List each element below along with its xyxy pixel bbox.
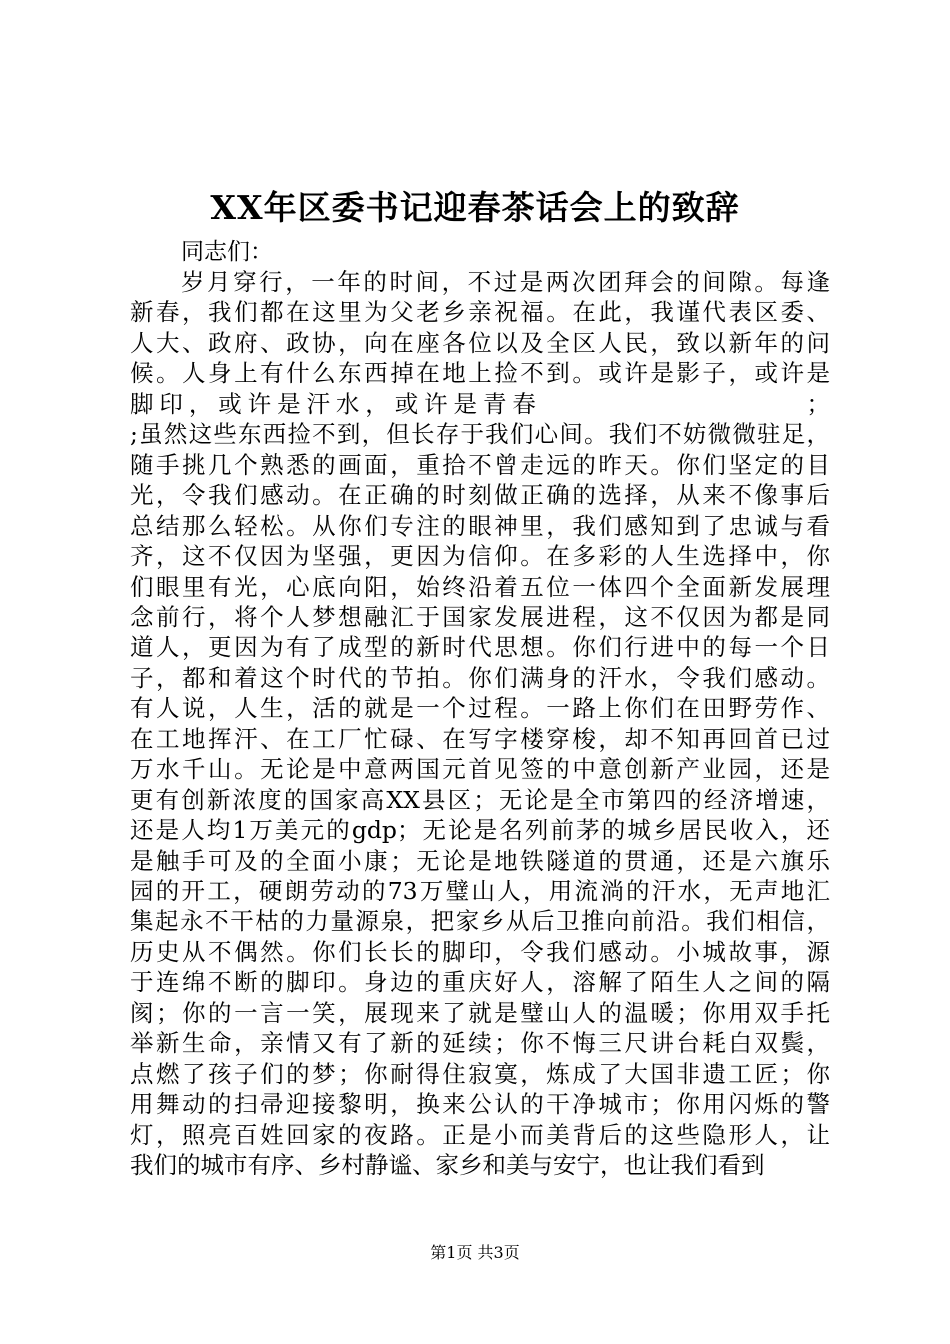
body-line: 阂；你的一言一笑，展现来了就是璧山人的温暖；你用双手托 [130,998,830,1027]
body-line: 举新生命，亲情又有了新的延续；你不悔三尺讲台耗白双鬓， [130,1029,830,1058]
body-line: 道人，更因为有了成型的新时代思想。你们行进中的每一个日 [130,633,830,662]
body-line: 念前行，将个人梦想融汇于国家发展进程，这不仅因为都是同 [130,602,830,631]
body-line: 园的开工，硬朗劳动的73万璧山人，用流淌的汗水，无声地汇 [130,877,830,905]
body-line: 点燃了孩子们的梦；你耐得住寂寞，炼成了大国非遗工匠；你 [130,1059,830,1088]
body-line: 候。人身上有什么东西掉在地上捡不到。或许是影子，或许是 [130,359,830,388]
body-line: 历史从不偶然。你们长长的脚印，令我们感动。小城故事，源 [130,937,830,966]
page-title: XX年区委书记迎春茶话会上的致辞 [210,188,740,227]
body-line: 总结那么轻松。从你们专注的眼神里，我们感知到了忠诚与看 [130,511,830,540]
body-line: 在工地挥汗、在工厂忙碌、在写字楼穿梭，却不知再回首已过 [130,724,830,753]
body-line: 人大、政府、政协，向在座各位以及全区人民，致以新年的问 [130,328,830,357]
page-footer: 第1页 共3页 [430,1243,520,1262]
body-line: ;虽然这些东西捡不到，但长存于我们心间。我们不妨微微驻足， [130,420,830,449]
body-line: 还是人均1万美元的gdp；无论是名列前茅的城乡居民收入，还 [130,816,830,845]
body-line: 更有创新浓度的国家高XX县区；无论是全市第四的经济增速， [130,785,830,814]
body-line: 子，都和着这个时代的节拍。你们满身的汗水，令我们感动。 [130,663,830,692]
body-line: 于连绵不断的脚印。身边的重庆好人，溶解了陌生人之间的隔 [130,968,830,997]
body-line: 们眼里有光，心底向阳，始终沿着五位一体四个全面新发展理 [130,572,830,601]
body-line: 是触手可及的全面小康；无论是地铁隧道的贯通，还是六旗乐 [130,846,830,875]
body-line: 万水千山。无论是中意两国元首见签的中意创新产业园，还是 [130,755,830,784]
body-line: 用舞动的扫帚迎接黎明，换来公认的干净城市；你用闪烁的警 [130,1090,830,1119]
body-line: 光，令我们感动。在正确的时刻做正确的选择，从来不像事后 [130,481,830,510]
body-line: 齐，这不仅因为坚强，更因为信仰。在多彩的人生选择中，你 [130,542,830,571]
body-line: 集起永不干枯的力量源泉，把家乡从后卫推向前沿。我们相信， [130,907,830,936]
body-line: 灯，照亮百姓回家的夜路。正是小而美背后的这些隐形人，让 [130,1120,830,1149]
body-line: 随手挑几个熟悉的画面，重拾不曾走远的昨天。你们坚定的目 [130,450,830,479]
body-line: 新春，我们都在这里为父老乡亲祝福。在此，我谨代表区委、 [130,298,830,327]
body-line: 脚印，或许是汗水，或许是青春 ； [130,389,830,418]
salutation: 同志们： [181,239,273,265]
body-line: 有人说，人生，活的就是一个过程。一路上你们在田野劳作、 [130,694,830,723]
body-line: 岁月穿行，一年的时间，不过是两次团拜会的间隙。每逢 [181,268,830,296]
body-line: 我们的城市有序、乡村静谧、家乡和美与安宁，也让我们看到 [130,1151,765,1180]
